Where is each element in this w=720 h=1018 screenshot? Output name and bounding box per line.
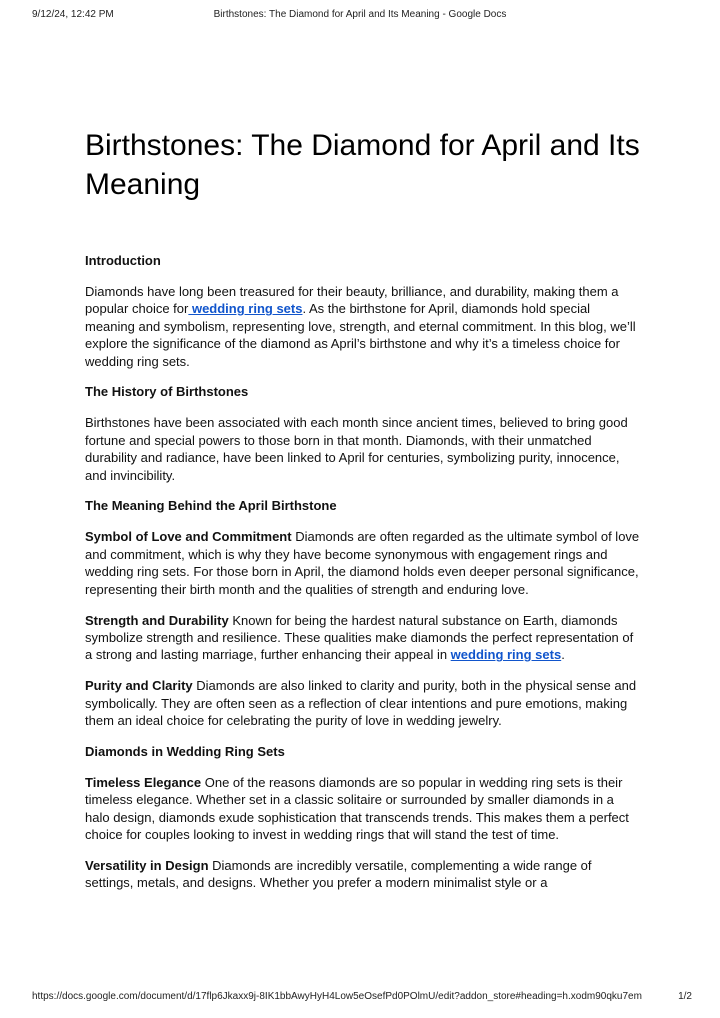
print-footer-url: https://docs.google.com/document/d/17flp6Jkaxx9j-8IK1bbAwyHyH4Low5eOsefPd0POlmU/edit?addon_store#heading=h.xodm90qku7em (32, 991, 642, 1002)
love-text: Diamonds are often regarded as the ultimate symbol of love and commitment, which is why they have become synonymous with engagement rings and wedding ring sets. For those born in April, the diamond holds even deeper personal significance, representing their birth month and the qualities of strength and enduring love. (85, 529, 640, 597)
paragraph-timeless (85, 774, 640, 844)
strength-label: Strength and Durability (85, 612, 229, 628)
purity-label: Purity and Clarity (85, 678, 193, 694)
timeless-text: One of the reasons diamonds are so popular in wedding ring sets is their timeless elegance. Whether set in a classic solitaire or surrounded by smaller diamonds in a halo design, diamonds exude sophistication that transcends trends. This makes them a perfect choice for couples looking to invest in wedding rings that will stand the test of time. (85, 774, 629, 843)
paragraph-history: Birthstones have been associated with each month since ancient times, believed to bring good fortune and special powers to those born in that month. Diamonds, with their unmatched durability and radiance, have been linked to April for centuries, symbolizing purity, innocence, and invincibility. (85, 415, 628, 483)
strength-text: Known for being the hardest natural substance on Earth, diamonds symbolize strength and resilience. These qualities make diamonds the perfect representation of a strong and lasting marriage, further enhancing their appeal in (85, 612, 634, 663)
timeless-label: Timeless Elegance (85, 774, 202, 790)
love-label: Symbol of Love and Commitment (85, 529, 292, 545)
section-heading-introduction: Introduction (85, 253, 161, 268)
wedding-ring-sets-link-2[interactable]: wedding ring sets (450, 647, 562, 663)
purity-text: Diamonds are also linked to clarity and purity, both in the physical sense and symbolically. They are often seen as a reflection of clear intentions and pure emotions, making them an ideal choice for celebrating the purity of love in wedding jewelry. (85, 678, 637, 729)
section-heading-history: The History of Birthstones (85, 384, 249, 400)
versatility-label: Versatility in Design (85, 857, 209, 873)
section-heading-wedding: Diamonds in Wedding Ring Sets (85, 743, 285, 759)
strength-text-after: . (561, 647, 565, 663)
intro-text-after: . As the birthstone for April, diamonds hold special meaning and symbolism, representing love, strength, and eternal commitment. In this blog, we’ll explore the significance of the diamond as April’s birthstone and why it’s a timeless choice for wedding ring sets. (85, 301, 636, 369)
print-page-number: 1/2 (678, 991, 692, 1002)
document-title: Birthstones: The Diamond for April and Its Meaning (85, 129, 640, 201)
document-body (85, 126, 640, 905)
print-datetime: 9/12/24, 12:42 PM (32, 9, 114, 20)
paragraph-love (85, 528, 640, 598)
paragraph-versatility (85, 857, 640, 892)
paragraph-purity (85, 677, 640, 729)
versatility-text: Diamonds are incredibly versatile, complementing a wide range of settings, metals, and designs. Whether you prefer a modern minimalist style or a (85, 857, 592, 891)
intro-text-before: Diamonds have long been treasured for their beauty, brilliance, and durability, making them a popular choice for (85, 283, 619, 317)
wedding-ring-sets-link[interactable]: wedding ring sets (188, 301, 303, 317)
paragraph-strength (85, 612, 640, 664)
print-header-title: Birthstones: The Diamond for April and Its Meaning - Google Docs (213, 9, 507, 20)
paragraph-introduction (85, 283, 640, 370)
section-heading-meaning: The Meaning Behind the April Birthstone (85, 498, 337, 514)
